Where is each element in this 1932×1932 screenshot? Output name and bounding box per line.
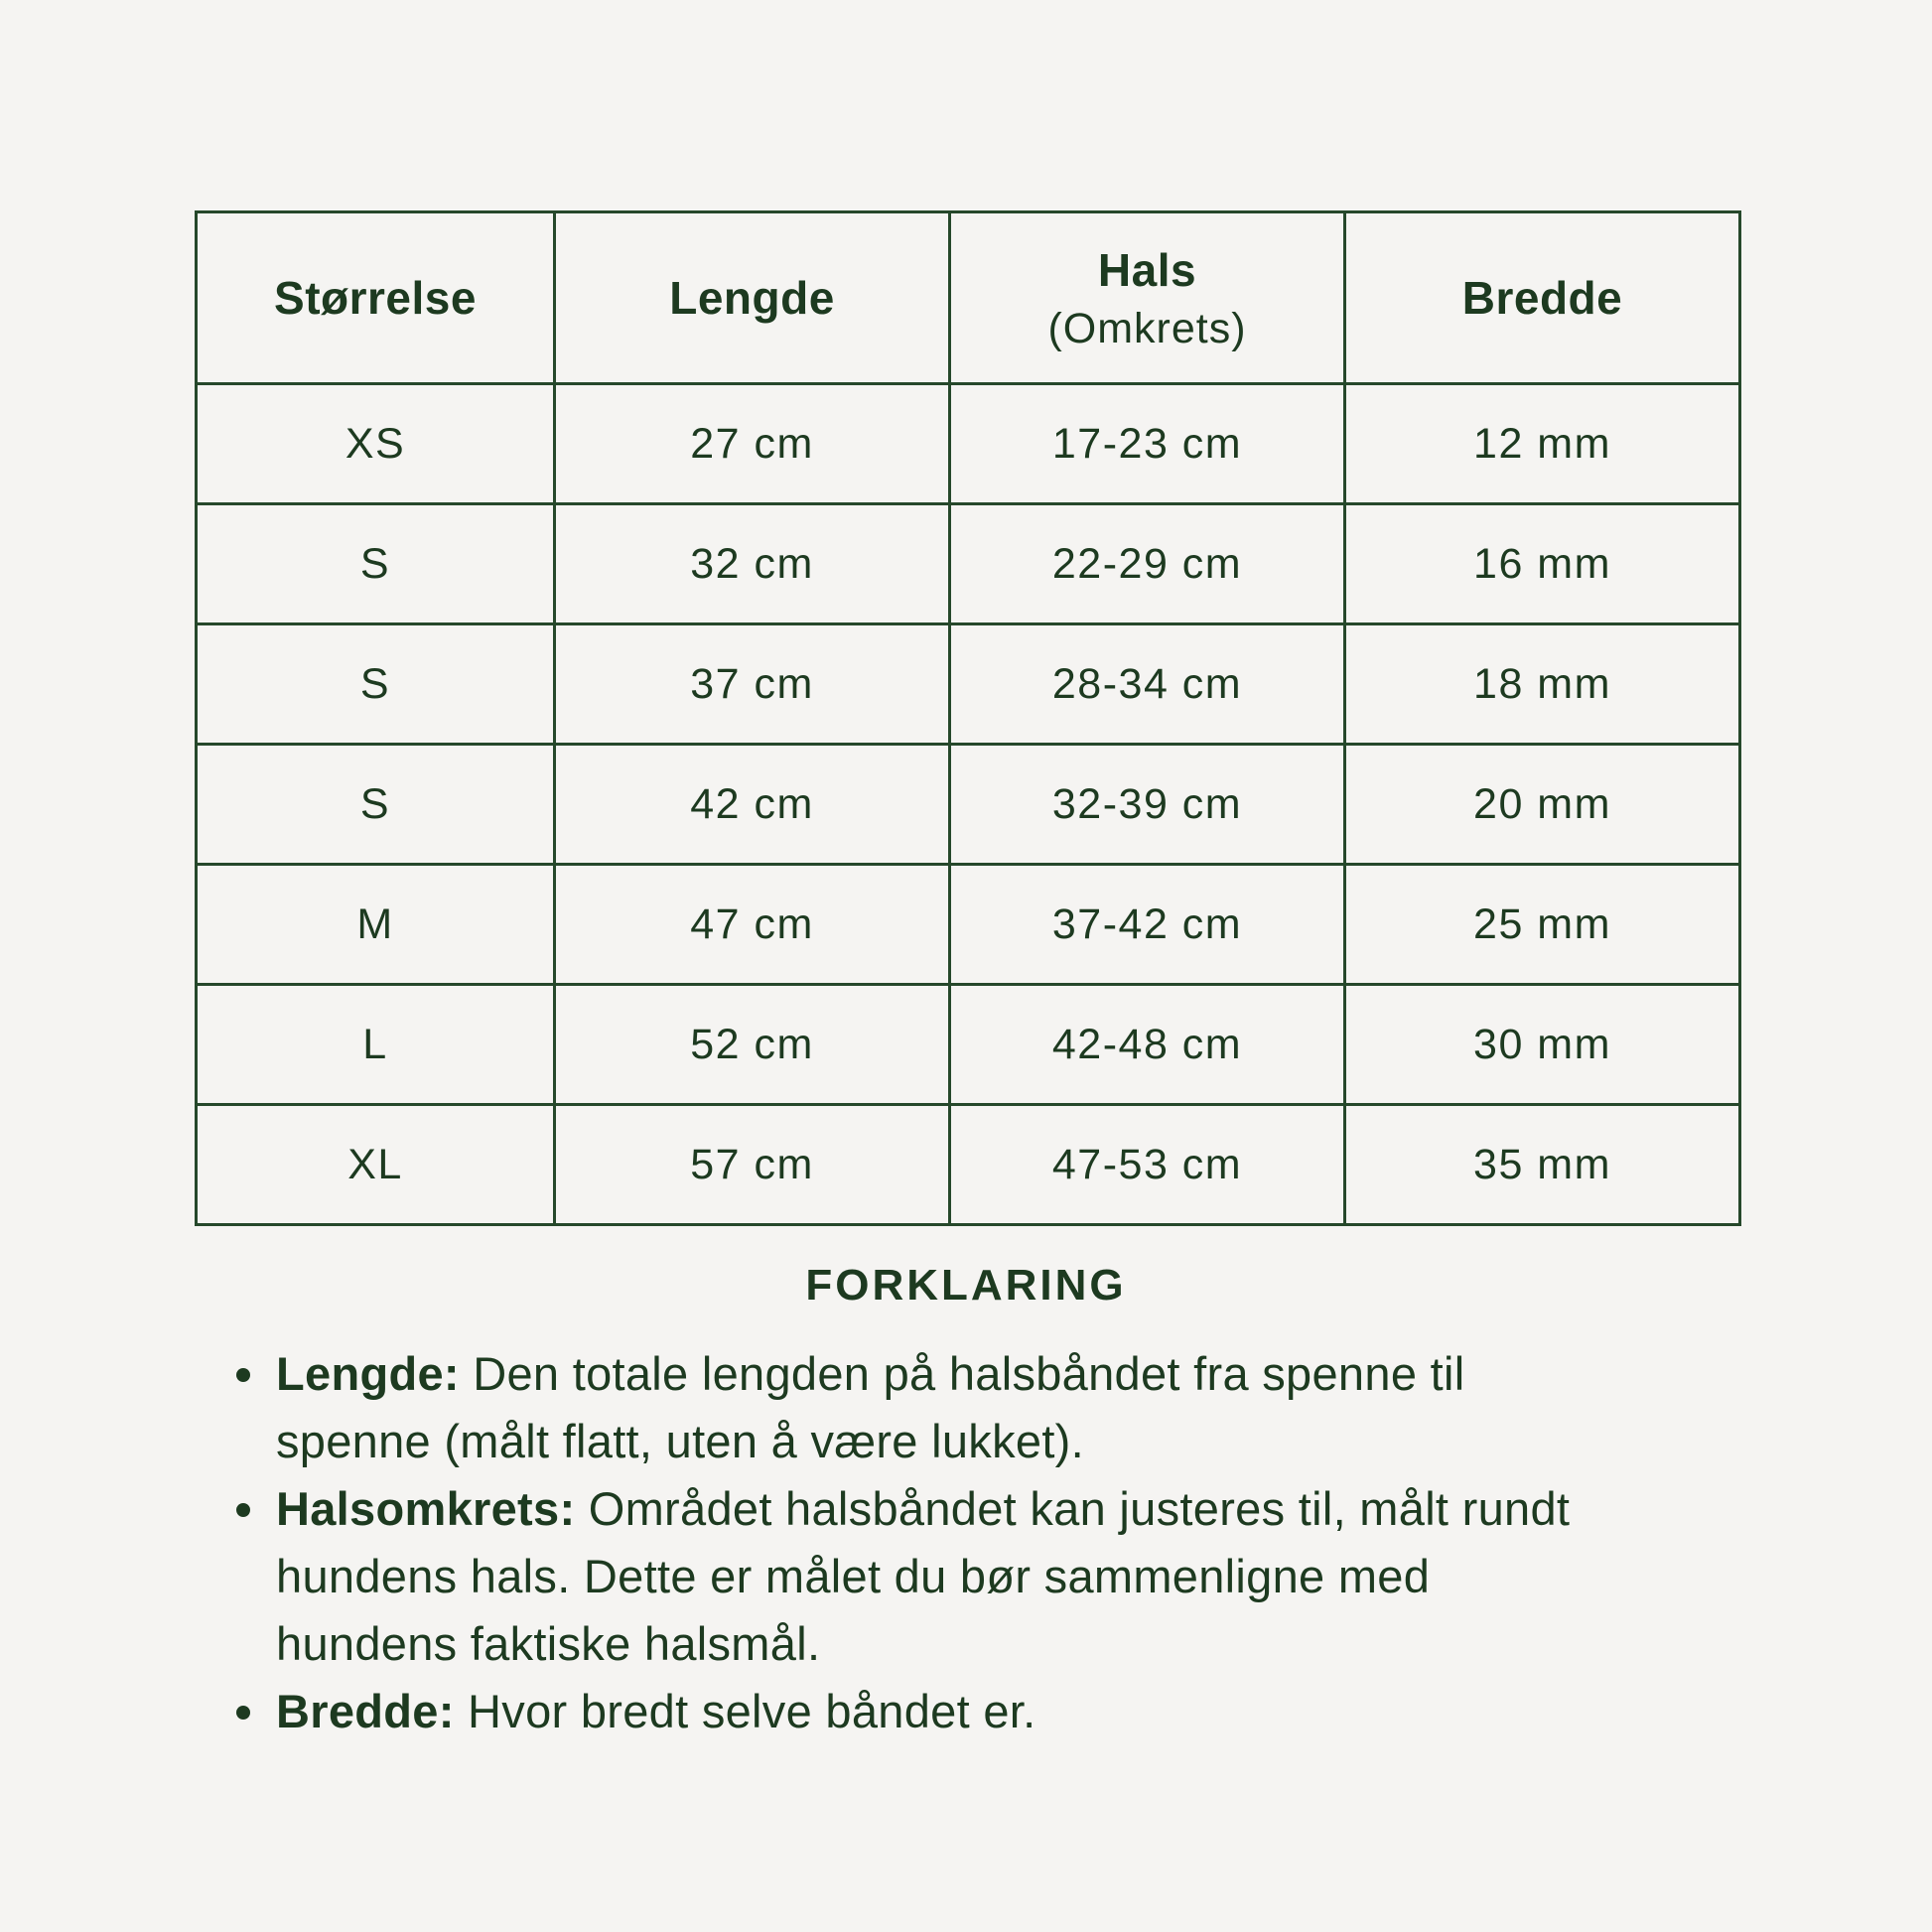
size-cell: XS xyxy=(197,384,555,504)
size-table xyxy=(195,210,1741,1226)
neck-cell: 42-48 cm xyxy=(950,985,1345,1105)
width-cell: 12 mm xyxy=(1345,384,1740,504)
width-cell: 20 mm xyxy=(1345,745,1740,865)
table-row xyxy=(197,504,1740,624)
item-text: Den totale lengden på halsbåndet fra spenne til xyxy=(473,1347,1465,1400)
table-row xyxy=(197,624,1740,745)
column-header-hals xyxy=(950,212,1345,384)
neck-cell: 47-53 cm xyxy=(950,1105,1345,1225)
item-text: spenne (målt flatt, uten å være lukket). xyxy=(276,1415,1084,1467)
neck-cell: 22-29 cm xyxy=(950,504,1345,624)
width-cell: 25 mm xyxy=(1345,865,1740,985)
column-header-bredde xyxy=(1345,212,1740,384)
width-cell: 35 mm xyxy=(1345,1105,1740,1225)
header-row xyxy=(197,212,1740,384)
column-title: Bredde xyxy=(1461,272,1623,324)
bullet-icon xyxy=(236,1503,250,1517)
neck-cell: 17-23 cm xyxy=(950,384,1345,504)
length-cell: 27 cm xyxy=(555,384,950,504)
size-cell: L xyxy=(197,985,555,1105)
size-cell: S xyxy=(197,504,555,624)
size-cell: S xyxy=(197,745,555,865)
length-cell: 47 cm xyxy=(555,865,950,985)
column-title: Størrelse xyxy=(274,272,477,324)
table-row xyxy=(197,384,1740,504)
column-title: Lengde xyxy=(669,272,835,324)
width-cell: 18 mm xyxy=(1345,624,1740,745)
length-cell: 37 cm xyxy=(555,624,950,745)
length-cell: 57 cm xyxy=(555,1105,950,1225)
item-text: Området halsbåndet kan justeres til, målt rundt xyxy=(588,1482,1571,1535)
item-label: Bredde: xyxy=(276,1685,455,1737)
size-cell: S xyxy=(197,624,555,745)
column-header-storrelse xyxy=(197,212,555,384)
explanation-title: FORKLARING xyxy=(805,1261,1127,1310)
explanation-item-halsomkrets xyxy=(230,1475,1656,1678)
table-row xyxy=(197,865,1740,985)
explanation-item-lengde xyxy=(230,1340,1656,1475)
table-row xyxy=(197,745,1740,865)
length-cell: 42 cm xyxy=(555,745,950,865)
length-cell: 52 cm xyxy=(555,985,950,1105)
neck-cell: 32-39 cm xyxy=(950,745,1345,865)
explanation-list xyxy=(230,1340,1656,1745)
item-label: Halsomkrets: xyxy=(276,1482,576,1535)
size-cell: XL xyxy=(197,1105,555,1225)
item-label: Lengde: xyxy=(276,1347,460,1400)
length-cell: 32 cm xyxy=(555,504,950,624)
explanation-item-bredde xyxy=(230,1678,1656,1745)
table-row xyxy=(197,1105,1740,1225)
item-text: Hvor bredt selve båndet er. xyxy=(468,1685,1036,1737)
width-cell: 30 mm xyxy=(1345,985,1740,1105)
column-header-lengde xyxy=(555,212,950,384)
column-title: Hals xyxy=(1097,243,1197,296)
table-row xyxy=(197,985,1740,1105)
width-cell: 16 mm xyxy=(1345,504,1740,624)
item-text: hundens hals. Dette er målet du bør sammenligne med xyxy=(276,1550,1431,1602)
size-cell: M xyxy=(197,865,555,985)
item-text: hundens faktiske halsmål. xyxy=(276,1617,821,1670)
neck-cell: 28-34 cm xyxy=(950,624,1345,745)
neck-cell: 37-42 cm xyxy=(950,865,1345,985)
bullet-icon xyxy=(236,1368,250,1382)
column-subtitle: (Omkrets) xyxy=(1047,304,1247,352)
bullet-icon xyxy=(236,1706,250,1720)
